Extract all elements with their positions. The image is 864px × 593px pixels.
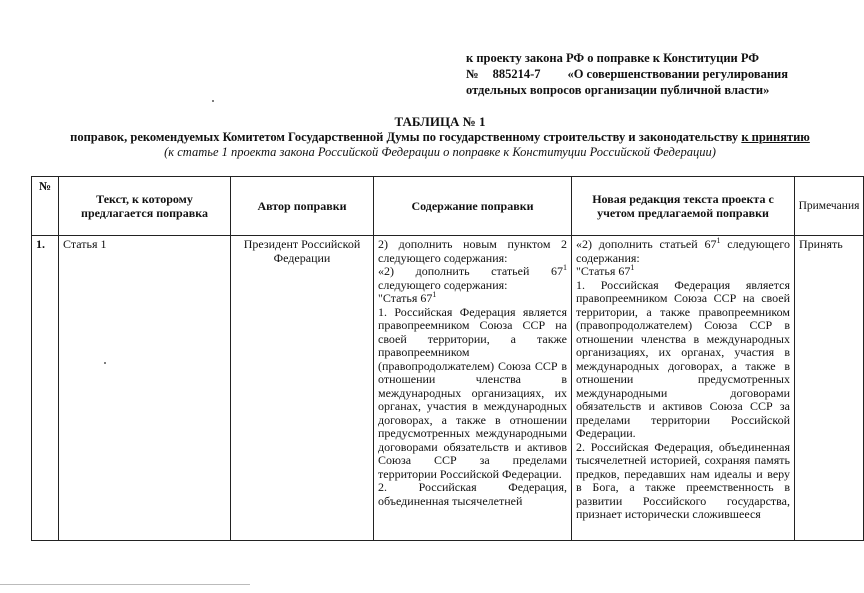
header-line-3: отдельных вопросов организации публичной власти»	[466, 83, 770, 97]
new-text-p1-sup: 1	[716, 236, 721, 245]
row-new-text	[572, 236, 795, 541]
content-p3-sup: 1	[432, 290, 437, 299]
scan-speck	[104, 362, 106, 364]
row-author: Президент Российской Федерации	[231, 236, 374, 541]
col-header-author: Автор поправки	[231, 177, 374, 236]
subtitle-main: поправок, рекомендуемых Комитетом Государственной Думы по государственному строительству и законодательству	[70, 130, 739, 144]
new-text-p2-text: "Статья 67	[576, 264, 631, 278]
subtitle-accept: к принятию	[741, 130, 810, 144]
row-text: Статья 1	[59, 236, 231, 541]
row-content	[374, 236, 572, 541]
new-text-p1-text: «2) дополнить статьей 67	[576, 237, 717, 251]
content-p2-text-end: следующего содержания:	[378, 277, 508, 292]
new-text-p1	[576, 238, 790, 265]
subtitle-italic: (к статье 1 проекта закона Российской Федерации о поправке к Конституции Российской Федерации)	[164, 145, 716, 159]
header-bill-title-start: «О совершенствовании регулирования	[567, 67, 788, 81]
new-text-p1-text-end: следующего содержания:	[576, 237, 790, 265]
header-line-1: к проекту закона РФ о поправке к Конституции РФ	[466, 51, 760, 65]
col-header-num: №	[32, 177, 59, 236]
new-text-p2	[576, 265, 790, 279]
page-title: ТАБЛИЦА № 1	[394, 114, 486, 129]
content-p1: 2) дополнить новым пунктом 2 следующего содержания:	[378, 237, 567, 265]
content-p2-sup: 1	[563, 263, 567, 272]
content-p2	[378, 265, 567, 292]
title-block	[40, 114, 840, 160]
new-text-p2-sup: 1	[630, 263, 635, 272]
new-text-p3: 1. Российская Федерация является правопреемником Союза ССР на своей территории, а также правопреемником (правопродолжателем) Союза ССР в отношении членства в международных организациях, их органах, участия в международных договорах, а также в отношении предусмотренных международными договорами обязательств и активов Союза ССР за пределами территории Российской Федерации.	[576, 277, 790, 440]
scan-speck	[212, 100, 214, 102]
table-row	[32, 236, 864, 541]
header-number-sign: №	[466, 67, 479, 81]
scan-edge-line	[0, 584, 250, 585]
row-number: 1.	[32, 236, 59, 541]
content-p5: 2. Российская Федерация, объединенная тысячелетней	[378, 480, 567, 508]
content-p3-text: "Статья 67	[378, 291, 433, 305]
col-header-note: Примечания	[795, 177, 864, 236]
content-p3	[378, 292, 567, 306]
new-text-p4: 2. Российская Федерация, объединенная тысячелетней историей, сохраняя память предков, передавших нам идеалы и веру в Бога, а также преемственность в развитии Российского государства, признает исторически сложившееся	[576, 439, 790, 521]
table-header-row	[32, 177, 864, 236]
document-header	[466, 50, 788, 98]
col-header-text: Текст, к которому предлагается поправка	[59, 177, 231, 236]
content-p4: 1. Российская Федерация является правопреемником Союза ССР на своей территории, а также правопреемником (правопродолжателем) Союза ССР в отношении членства в международных организациях, их органах, участия в международных договорах, а также в отношении предусмотренных международными договорами обязательств и активов Союза ССР за пределами территории Российской Федерации.	[378, 304, 567, 481]
col-header-new-text: Новая редакция текста проекта с учетом предлагаемой поправки	[572, 177, 795, 236]
row-note: Принять	[795, 236, 864, 541]
header-line-2	[466, 66, 788, 82]
page-subtitle	[40, 130, 840, 145]
header-bill-number: 885214-7	[492, 67, 541, 81]
col-header-content: Содержание поправки	[374, 177, 572, 236]
amendments-table	[31, 176, 864, 541]
content-p2-text: «2) дополнить статьей 67	[378, 264, 563, 278]
